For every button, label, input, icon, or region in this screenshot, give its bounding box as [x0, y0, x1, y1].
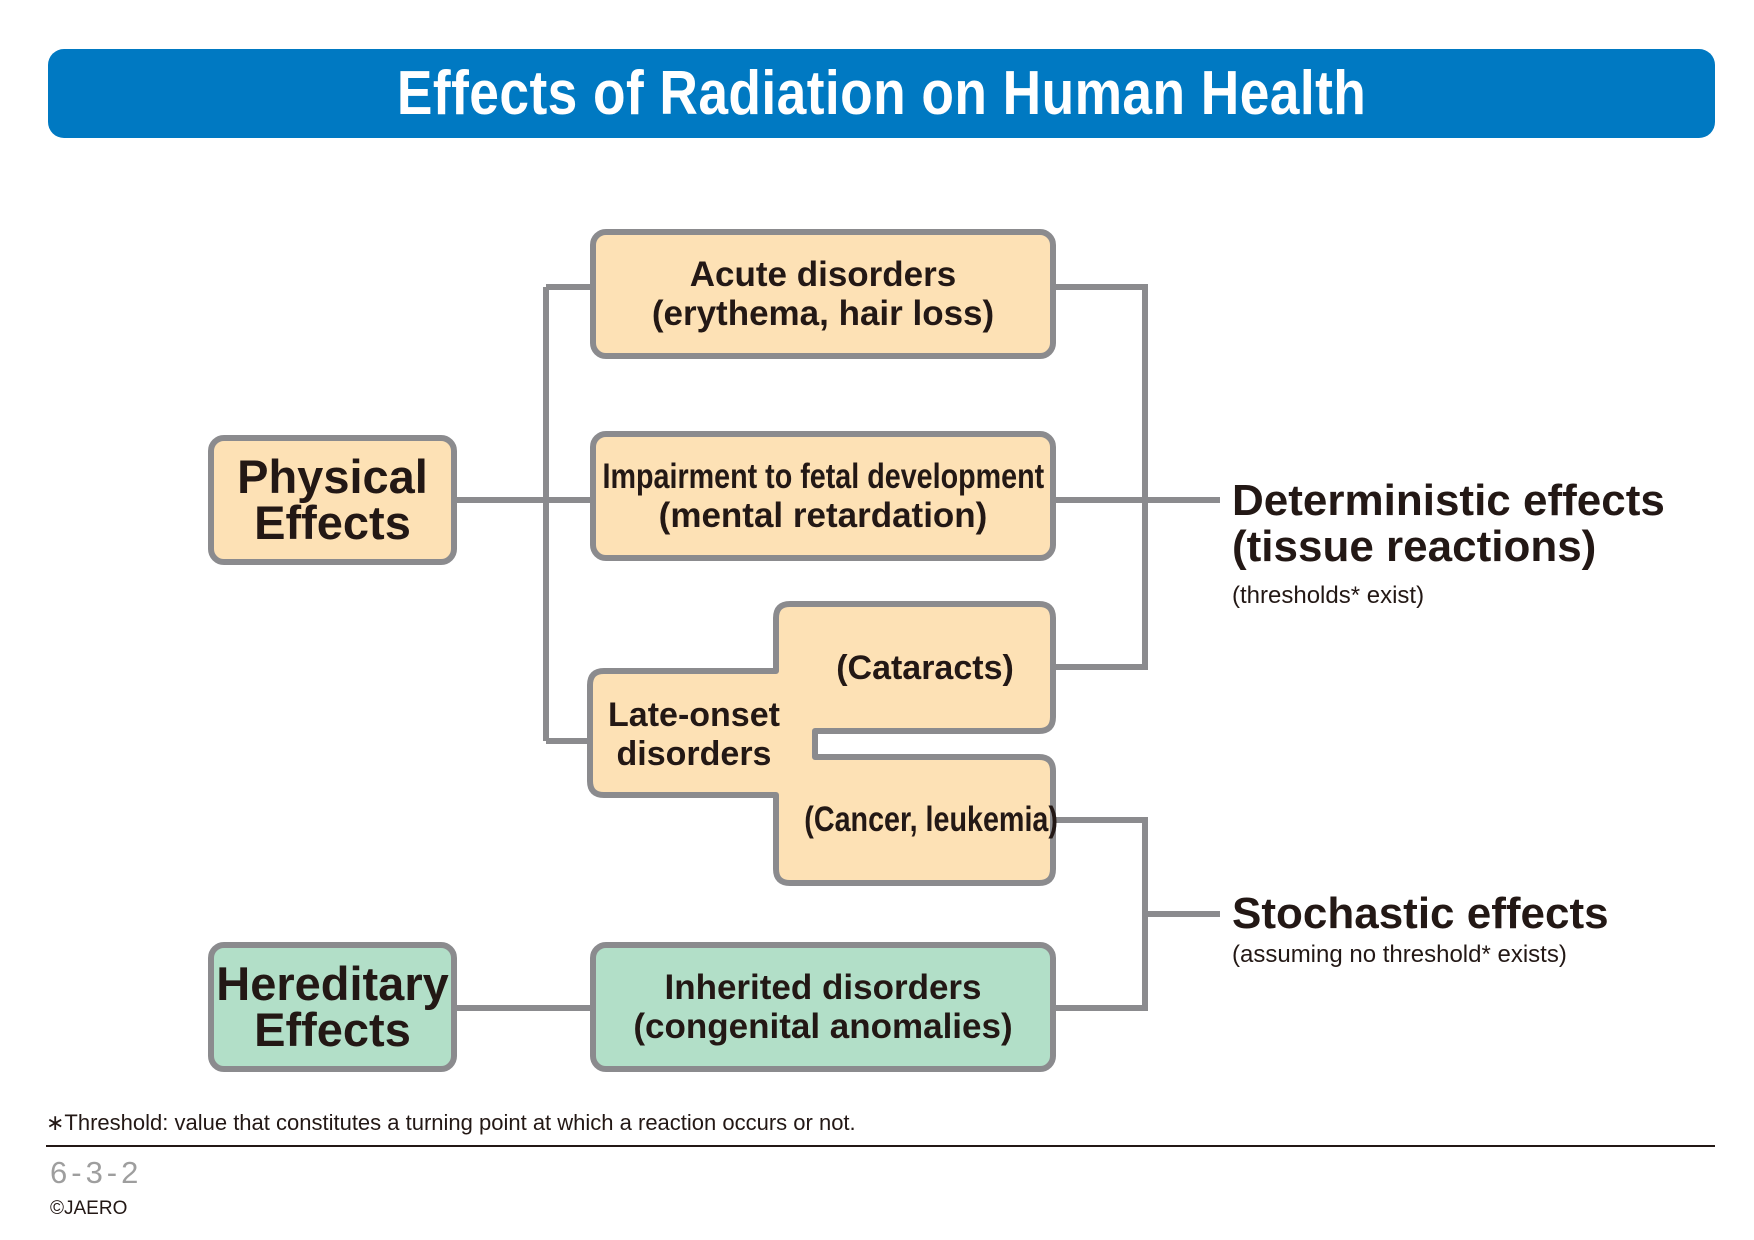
deterministic-effects-subtitle: (tissue reactions) — [1232, 522, 1597, 571]
hereditary-effects-line2: Effects — [254, 1003, 411, 1056]
inherited-disorders-line1: Inherited disorders — [664, 968, 982, 1007]
connector-stochastic — [1053, 820, 1220, 1008]
page-number: 6-3-2 — [50, 1155, 143, 1190]
hereditary-effects-box — [208, 942, 457, 1072]
physical-effects-line1: Physical — [237, 450, 428, 503]
late-onset-label — [598, 696, 790, 774]
late-onset-line1: Late-onset — [608, 696, 780, 734]
footer-divider — [46, 1145, 1715, 1147]
fetal-development-box — [590, 431, 1056, 561]
stochastic-effects-label — [1232, 891, 1609, 969]
acute-disorders-line1: Acute disorders — [689, 255, 957, 294]
physical-effects-box — [208, 435, 457, 565]
physical-effects-line2: Effects — [254, 496, 411, 549]
page-title: Effects of Radiation on Human Health — [396, 59, 1367, 128]
cancer-leukemia-label: (Cancer, leukemia) — [804, 800, 1058, 839]
cataracts-label: (Cataracts) — [836, 649, 1014, 687]
hereditary-effects-line1: Hereditary — [216, 957, 449, 1010]
deterministic-effects-label — [1232, 478, 1665, 610]
fetal-development-line2: (mental retardation) — [658, 496, 988, 535]
late-onset-line2: disorders — [616, 735, 772, 773]
deterministic-effects-note: (thresholds* exist) — [1232, 582, 1425, 609]
acute-disorders-line2: (erythema, hair loss) — [651, 294, 995, 333]
inherited-disorders-box — [590, 942, 1056, 1072]
threshold-footnote: ∗Threshold: value that constitutes a turning point at which a reaction occurs or not. — [46, 1110, 856, 1135]
stochastic-effects-note: (assuming no threshold* exists) — [1232, 941, 1567, 968]
stochastic-effects-title: Stochastic effects — [1232, 889, 1609, 938]
inherited-disorders-line2: (congenital anomalies) — [633, 1007, 1013, 1046]
acute-disorders-box — [590, 229, 1056, 359]
fetal-development-line1: Impairment to fetal development — [602, 457, 1044, 496]
copyright: ©JAERO — [50, 1198, 128, 1219]
deterministic-effects-title: Deterministic effects — [1232, 476, 1665, 525]
